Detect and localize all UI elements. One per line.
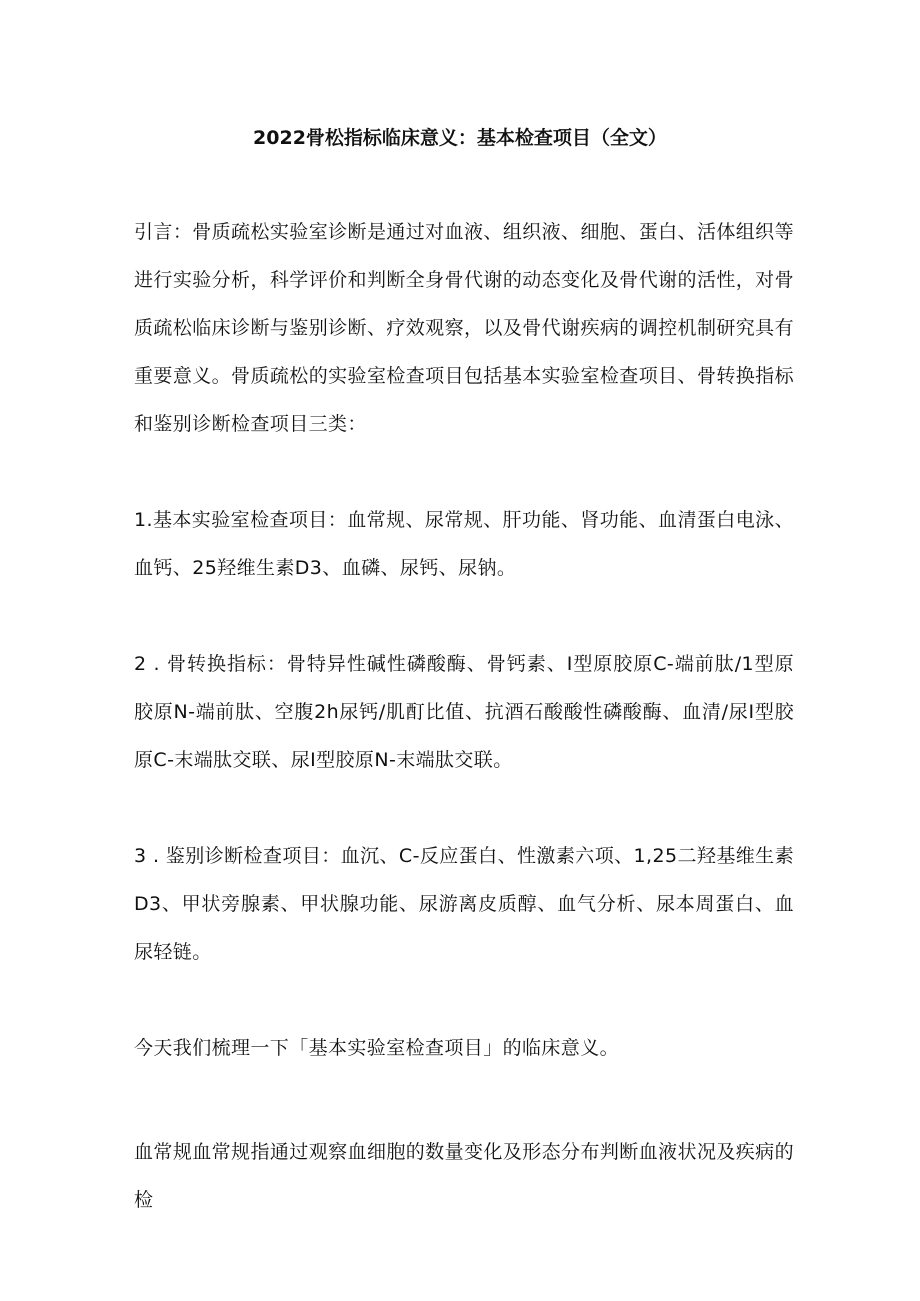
blood-routine-paragraph: 血常规血常规指通过观察血细胞的数量变化及形态分布判断血液状况及疾病的检	[134, 1141, 794, 1211]
basic-tests-paragraph: 1.基本实验室检查项目：血常规、尿常规、肝功能、肾功能、血清蛋白电泳、血钙、25羟维生素D3、血磷、尿钙、尿钠。	[134, 509, 794, 579]
differential-diagnosis-paragraph: 3 . 鉴别诊断检查项目：血沉、C-反应蛋白、性激素六项、1,25二羟基维生素D3、甲状旁腺素、甲状腺功能、尿游离皮质醇、血气分析、尿本周蛋白、血尿轻链。	[134, 845, 794, 963]
bone-turnover-paragraph: 2 . 骨转换指标：骨特异性碱性磷酸酶、骨钙素、I型原胶原C-端前肽/1型原胶原N-端前肽、空腹2h尿钙/肌酊比值、抗酒石酸酸性磷酸酶、血清/尿I型胶原C-末端肽交联、尿I型胶原N-末端肽交联。	[134, 653, 794, 771]
document-title: 2022骨松指标临床意义：基本检查项目（全文）	[253, 127, 667, 149]
summary-paragraph: 今天我们梳理一下「基本实验室检查项目」的临床意义。	[134, 1037, 620, 1059]
intro-paragraph: 引言：骨质疏松实验室诊断是通过对血液、组织液、细胞、蛋白、活体组织等进行实验分析，科学评价和判断全身骨代谢的动态变化及骨代谢的活性，对骨质疏松临床诊断与鉴别诊断、疗效观察，以及骨代谢疾病的调控机制研究具有重要意义。骨质疏松的实验室检查项目包括基本实验室检查项目、骨转换指标和鉴别诊断检查项目三类：	[134, 221, 794, 435]
